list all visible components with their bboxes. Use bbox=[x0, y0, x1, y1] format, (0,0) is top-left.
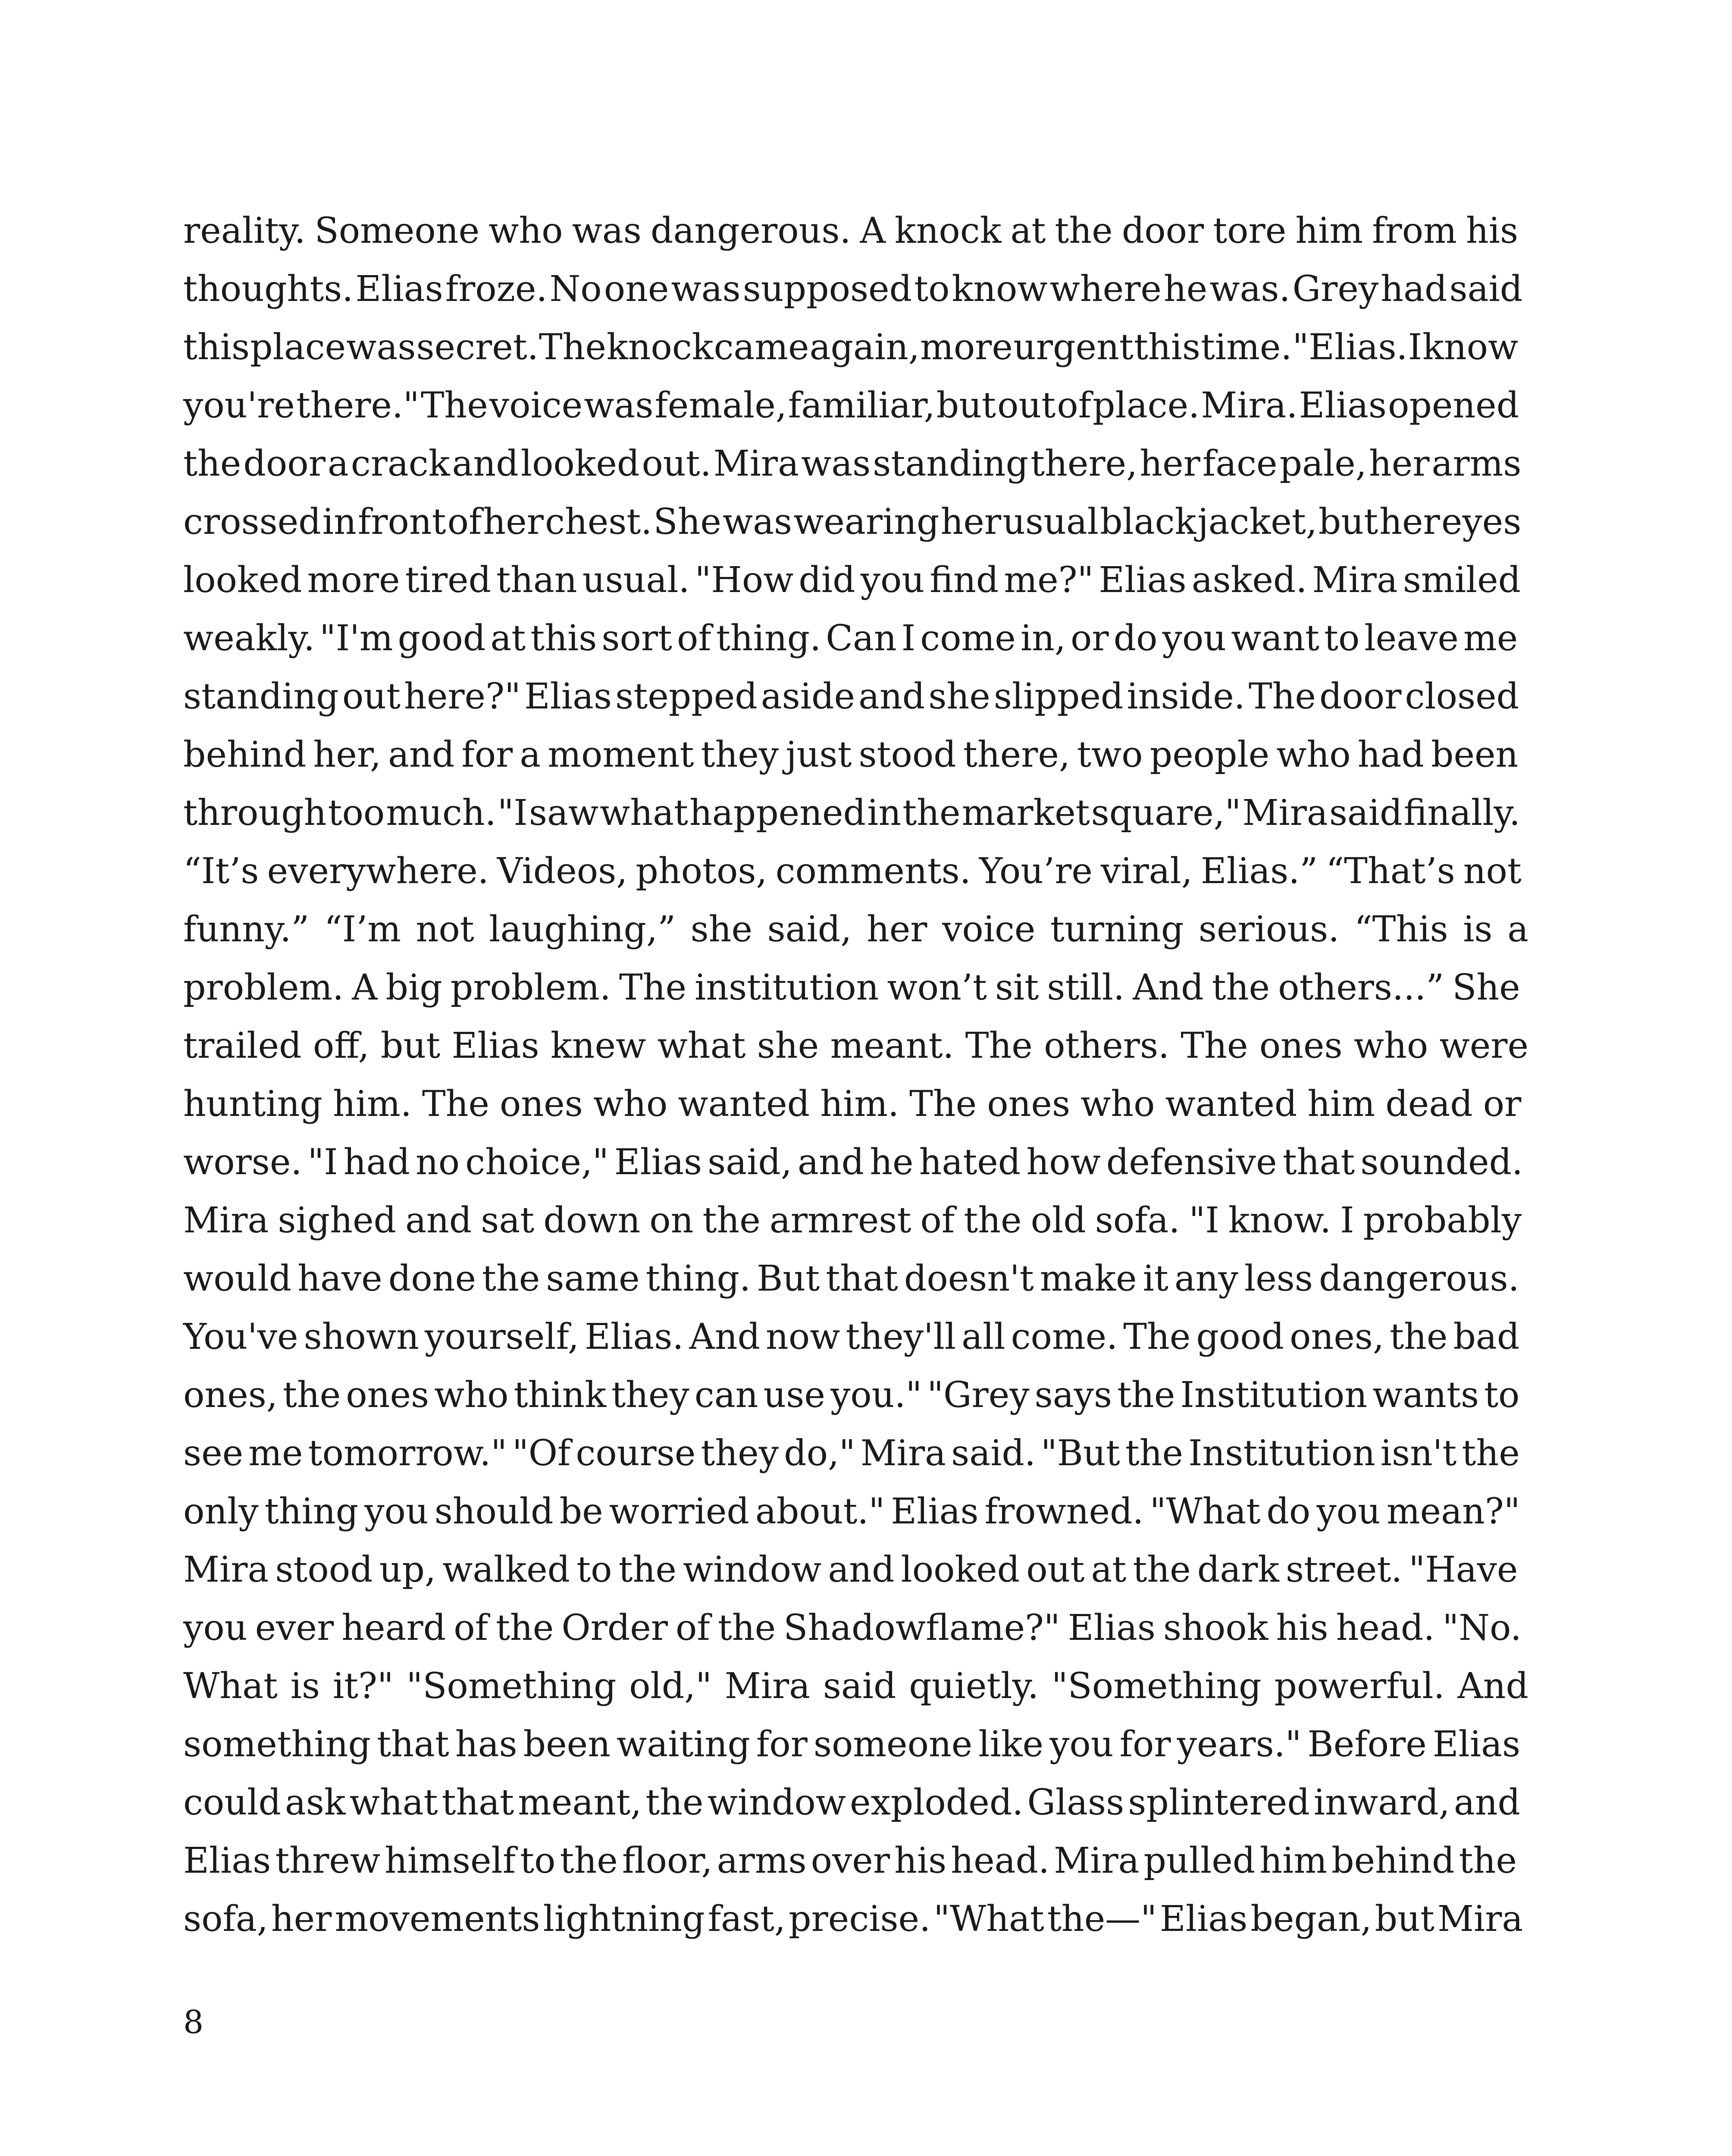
text-line-5: the door a crack and looked out. Mira was standing there, her face pale, her arms bbox=[183, 443, 1522, 484]
text-line-8: weakly. "I'm good at this sort of thing. Can I come in, or do you want to leave me bbox=[183, 618, 1518, 659]
text-line-12: “It’s everywhere. Videos, photos, comments. You’re viral, Elias.” “That’s not bbox=[183, 851, 1522, 892]
text-line-4: you're there." The voice was female, familiar, but out of place. Mira. Elias opened bbox=[183, 385, 1519, 426]
text-line-25: you ever heard of the Order of the Shadowflame?" Elias shook his head. "No. bbox=[183, 1608, 1522, 1648]
text-line-13: funny.” “I’m not laughing,” she said, her voice turning serious. “This is a bbox=[183, 909, 1528, 950]
text-line-3: this place was secret. The knock came again, more urgent this time. "Elias. I know bbox=[183, 327, 1519, 368]
text-line-19: would have done the same thing. But that doesn't make it any less dangerous. bbox=[183, 1258, 1519, 1299]
text-line-30: sofa, her movements lightning fast, precise. "What the—" Elias began, but Mira bbox=[183, 1899, 1523, 1940]
text-line-21: ones, the ones who think they can use you." "Grey says the Institution wants to bbox=[183, 1375, 1520, 1416]
text-line-2: thoughts. Elias froze. No one was supposed to know where he was. Grey had said bbox=[183, 269, 1523, 310]
text-line-17: worse. "I had no choice," Elias said, and he hated how defensive that sounded. bbox=[183, 1142, 1523, 1183]
text-line-20: You've shown yourself, Elias. And now they'll all come. The good ones, the bad bbox=[183, 1316, 1520, 1357]
text-line-16: hunting him. The ones who wanted him. The ones who wanted him dead or bbox=[183, 1084, 1522, 1125]
text-line-23: only thing you should be worried about." Elias frowned. "What do you mean?" bbox=[183, 1491, 1520, 1532]
text-line-14: problem. A big problem. The institution won’t sit still. And the others...” She bbox=[183, 967, 1520, 1008]
page-number: 8 bbox=[183, 2004, 204, 2041]
text-line-27: something that has been waiting for someone like you for years." Before Elias bbox=[183, 1724, 1521, 1765]
body-text bbox=[183, 202, 1528, 1948]
text-line-29: Elias threw himself to the floor, arms over his head. Mira pulled him behind the bbox=[183, 1840, 1517, 1881]
text-line-15: trailed off, but Elias knew what she meant. The others. The ones who were bbox=[183, 1025, 1528, 1066]
text-line-22: see me tomorrow." "Of course they do," Mira said. "But the Institution isn't the bbox=[183, 1433, 1520, 1474]
text-line-26: What is it?" "Something old," Mira said quietly. "Something powerful. And bbox=[183, 1666, 1528, 1707]
text-line-11: through too much. "I saw what happened in the market square," Mira said finally. bbox=[183, 793, 1520, 834]
text-line-7: looked more tired than usual. "How did you find me?" Elias asked. Mira smiled bbox=[183, 560, 1521, 601]
text-line-9: standing out here?" Elias stepped aside and she slipped inside. The door closed bbox=[183, 676, 1519, 717]
text-line-6: crossed in front of her chest. She was wearing her usual black jacket, but her eyes bbox=[183, 501, 1522, 542]
text-line-1: reality. Someone who was dangerous. A knock at the door tore him from his bbox=[183, 210, 1519, 251]
text-line-28: could ask what that meant, the window exploded. Glass splintered inward, and bbox=[183, 1782, 1521, 1823]
text-line-10: behind her, and for a moment they just stood there, two people who had been bbox=[183, 734, 1519, 775]
text-line-18: Mira sighed and sat down on the armrest of the old sofa. "I know. I probably bbox=[183, 1200, 1522, 1241]
text-line-24: Mira stood up, walked to the window and looked out at the dark street. "Have bbox=[183, 1549, 1518, 1590]
